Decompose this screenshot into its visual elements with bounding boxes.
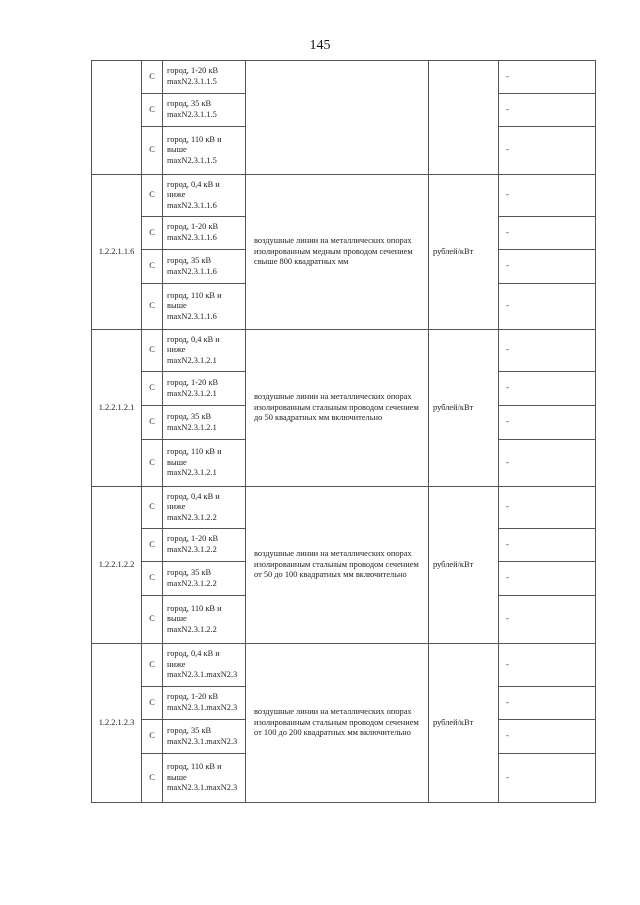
table-row <box>92 644 596 687</box>
c-marker: С <box>142 440 163 487</box>
value-cell: - <box>499 372 596 406</box>
value-cell: - <box>499 61 596 94</box>
line-description: воздушные линии на металлических опорах изолированным стальным проводом сечением от 100 до 200 квадратных мм включительно <box>246 644 429 803</box>
voltage-level <box>163 720 246 754</box>
voltage-level <box>163 330 246 372</box>
c-marker: С <box>142 754 163 803</box>
voltage-text: город, 1-20 кВ maxN2.3.1.1.6 <box>167 222 219 242</box>
voltage-text: город, 110 кВ и выше maxN2.3.1.maxN2.3 <box>167 762 238 793</box>
item-code: 1.2.2.1.2.2 <box>92 487 142 644</box>
value-cell: - <box>499 487 596 529</box>
c-marker: С <box>142 529 163 562</box>
voltage-level <box>163 687 246 720</box>
c-marker: С <box>142 372 163 406</box>
line-description: воздушные линии на металлических опорах изолированным медным проводом сечением свыше 800 квадратных мм <box>246 175 429 330</box>
voltage-text: город, 1-20 кВ maxN2.3.1.maxN2.3 <box>167 692 238 712</box>
voltage-level <box>163 529 246 562</box>
table-row <box>92 487 596 529</box>
unit: рублей/кВт <box>429 330 499 487</box>
voltage-text: город, 0,4 кВ и ниже maxN2.3.1.2.1 <box>167 334 220 365</box>
voltage-text: город, 110 кВ и выше maxN2.3.1.2.2 <box>167 603 222 634</box>
c-marker: С <box>142 127 163 175</box>
value-cell: - <box>499 94 596 127</box>
voltage-level <box>163 94 246 127</box>
voltage-text: город, 35 кВ maxN2.3.1.1.6 <box>167 255 217 276</box>
value-cell: - <box>499 440 596 487</box>
c-marker: С <box>142 644 163 687</box>
value-cell: - <box>499 127 596 175</box>
c-marker: С <box>142 720 163 754</box>
c-marker: С <box>142 250 163 284</box>
unit: рублей/кВт <box>429 175 499 330</box>
voltage-text: город, 110 кВ и выше maxN2.3.1.2.1 <box>167 447 222 478</box>
voltage-level <box>163 487 246 529</box>
voltage-text: город, 1-20 кВ maxN2.3.1.1.5 <box>167 66 219 86</box>
voltage-text: город, 35 кВ maxN2.3.1.1.5 <box>167 99 217 119</box>
value-cell: - <box>499 596 596 644</box>
voltage-text: город, 1-20 кВ maxN2.3.1.2.1 <box>167 377 219 398</box>
value-cell: - <box>499 217 596 250</box>
voltage-level <box>163 127 246 175</box>
table-row <box>92 330 596 372</box>
c-marker: С <box>142 406 163 440</box>
voltage-level <box>163 372 246 406</box>
voltage-level <box>163 440 246 487</box>
voltage-text: город, 0,4 кВ и ниже maxN2.3.1.maxN2.3 <box>167 649 238 680</box>
voltage-level <box>163 284 246 330</box>
unit <box>429 61 499 175</box>
value-cell: - <box>499 330 596 372</box>
line-description: воздушные линии на металлических опорах изолированным стальным проводом сечением до 50 квадратных мм включительно <box>246 330 429 487</box>
value-cell: - <box>499 754 596 803</box>
value-cell: - <box>499 720 596 754</box>
value-cell: - <box>499 562 596 596</box>
voltage-level <box>163 596 246 644</box>
c-marker: С <box>142 330 163 372</box>
value-cell: - <box>499 687 596 720</box>
voltage-level <box>163 175 246 217</box>
item-code: 1.2.2.1.2.1 <box>92 330 142 487</box>
item-code: 1.2.2.1.2.3 <box>92 644 142 803</box>
item-code <box>92 61 142 175</box>
c-marker: С <box>142 487 163 529</box>
value-cell: - <box>499 250 596 284</box>
voltage-level <box>163 754 246 803</box>
voltage-level <box>163 250 246 284</box>
table-body <box>92 61 596 803</box>
item-code: 1.2.2.1.1.6 <box>92 175 142 330</box>
unit: рублей/кВт <box>429 644 499 803</box>
voltage-level <box>163 644 246 687</box>
voltage-text: город, 1-20 кВ maxN2.3.1.2.2 <box>167 534 219 554</box>
c-marker: С <box>142 94 163 127</box>
unit: рублей/кВт <box>429 487 499 644</box>
tariff-table <box>91 60 596 803</box>
voltage-text: город, 110 кВ и выше maxN2.3.1.1.6 <box>167 290 222 321</box>
table-row <box>92 61 596 94</box>
voltage-level <box>163 562 246 596</box>
voltage-text: город, 110 кВ и выше maxN2.3.1.1.5 <box>167 134 222 165</box>
voltage-text: город, 0,4 кВ и ниже maxN2.3.1.1.6 <box>167 179 220 210</box>
value-cell: - <box>499 644 596 687</box>
c-marker: С <box>142 687 163 720</box>
voltage-text: город, 0,4 кВ и ниже maxN2.3.1.2.2 <box>167 491 220 522</box>
c-marker: С <box>142 596 163 644</box>
c-marker: С <box>142 562 163 596</box>
value-cell: - <box>499 406 596 440</box>
value-cell: - <box>499 284 596 330</box>
line-description: воздушные линии на металлических опорах изолированным стальным проводом сечением от 50 до 100 квадратных мм включительно <box>246 487 429 644</box>
value-cell: - <box>499 529 596 562</box>
table-row <box>92 175 596 217</box>
c-marker: С <box>142 61 163 94</box>
voltage-text: город, 35 кВ maxN2.3.1.maxN2.3 <box>167 725 238 746</box>
c-marker: С <box>142 284 163 330</box>
voltage-level <box>163 406 246 440</box>
voltage-level <box>163 61 246 94</box>
line-description <box>246 61 429 175</box>
c-marker: С <box>142 175 163 217</box>
page-number: 145 <box>309 38 331 53</box>
c-marker: С <box>142 217 163 250</box>
voltage-text: город, 35 кВ maxN2.3.1.2.2 <box>167 567 217 588</box>
voltage-text: город, 35 кВ maxN2.3.1.2.1 <box>167 411 217 432</box>
value-cell: - <box>499 175 596 217</box>
voltage-level <box>163 217 246 250</box>
